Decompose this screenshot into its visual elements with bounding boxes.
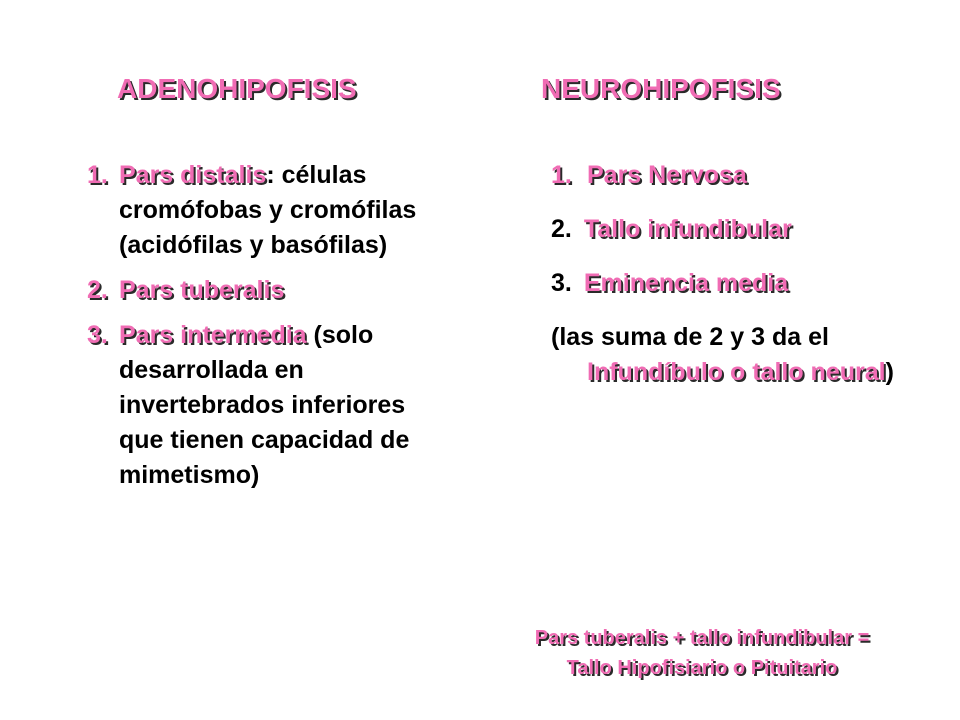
list-item-number: 1. [551,161,572,189]
list-item-pars-tuberalis [87,273,447,308]
term-tallo-infundibular: Tallo infundibular [583,215,792,243]
list-item-tallo-infundibular [551,212,921,247]
note-prefix: (las suma de 2 y 3 da el [551,323,829,351]
list-item-eminencia-media [551,266,921,301]
footer-line-1: Pars tuberalis + tallo infundibular = [534,627,870,649]
term-pars-tuberalis: Pars tuberalis [119,276,285,304]
neurohipofisis-heading: NEUROHIPOFISIS [541,73,781,104]
footer-summary [462,623,942,683]
list-item-pars-distalis [87,158,447,263]
note-suffix: ) [885,358,894,386]
list-item-number: 1. [87,161,108,189]
term-pars-intermedia: Pars intermedia [119,321,307,349]
adenohipofisis-heading: ADENOHIPOFISIS [117,73,357,104]
list-item-number: 3. [551,269,572,297]
term-pars-distalis: Pars distalis [119,161,267,189]
list-item-pars-intermedia [87,318,447,493]
list-item-number: 2. [551,215,572,243]
list-item-pars-nervosa [551,158,921,193]
footer-line-2: Tallo Hipofisiario o Pituitario [566,657,838,679]
neurohipofisis-list [551,158,921,390]
adenohipofisis-list [87,158,447,493]
list-item-number: 3. [87,321,108,349]
term-infundibulo: Infundíbulo o tallo neural [587,358,886,386]
pars-intermedia-description: (solo desarrollada en invertebrados inferiores que tienen capacidad de mimetismo) [119,321,410,489]
term-eminencia-media: Eminencia media [583,269,789,297]
term-pars-nervosa: Pars Nervosa [587,161,747,189]
pars-distalis-description: células cromófobas y cromófilas (acidófilas y basófilas) [119,161,417,259]
term-colon: : [266,161,275,189]
infundibulo-note [551,320,921,390]
list-item-number: 2. [87,276,108,304]
